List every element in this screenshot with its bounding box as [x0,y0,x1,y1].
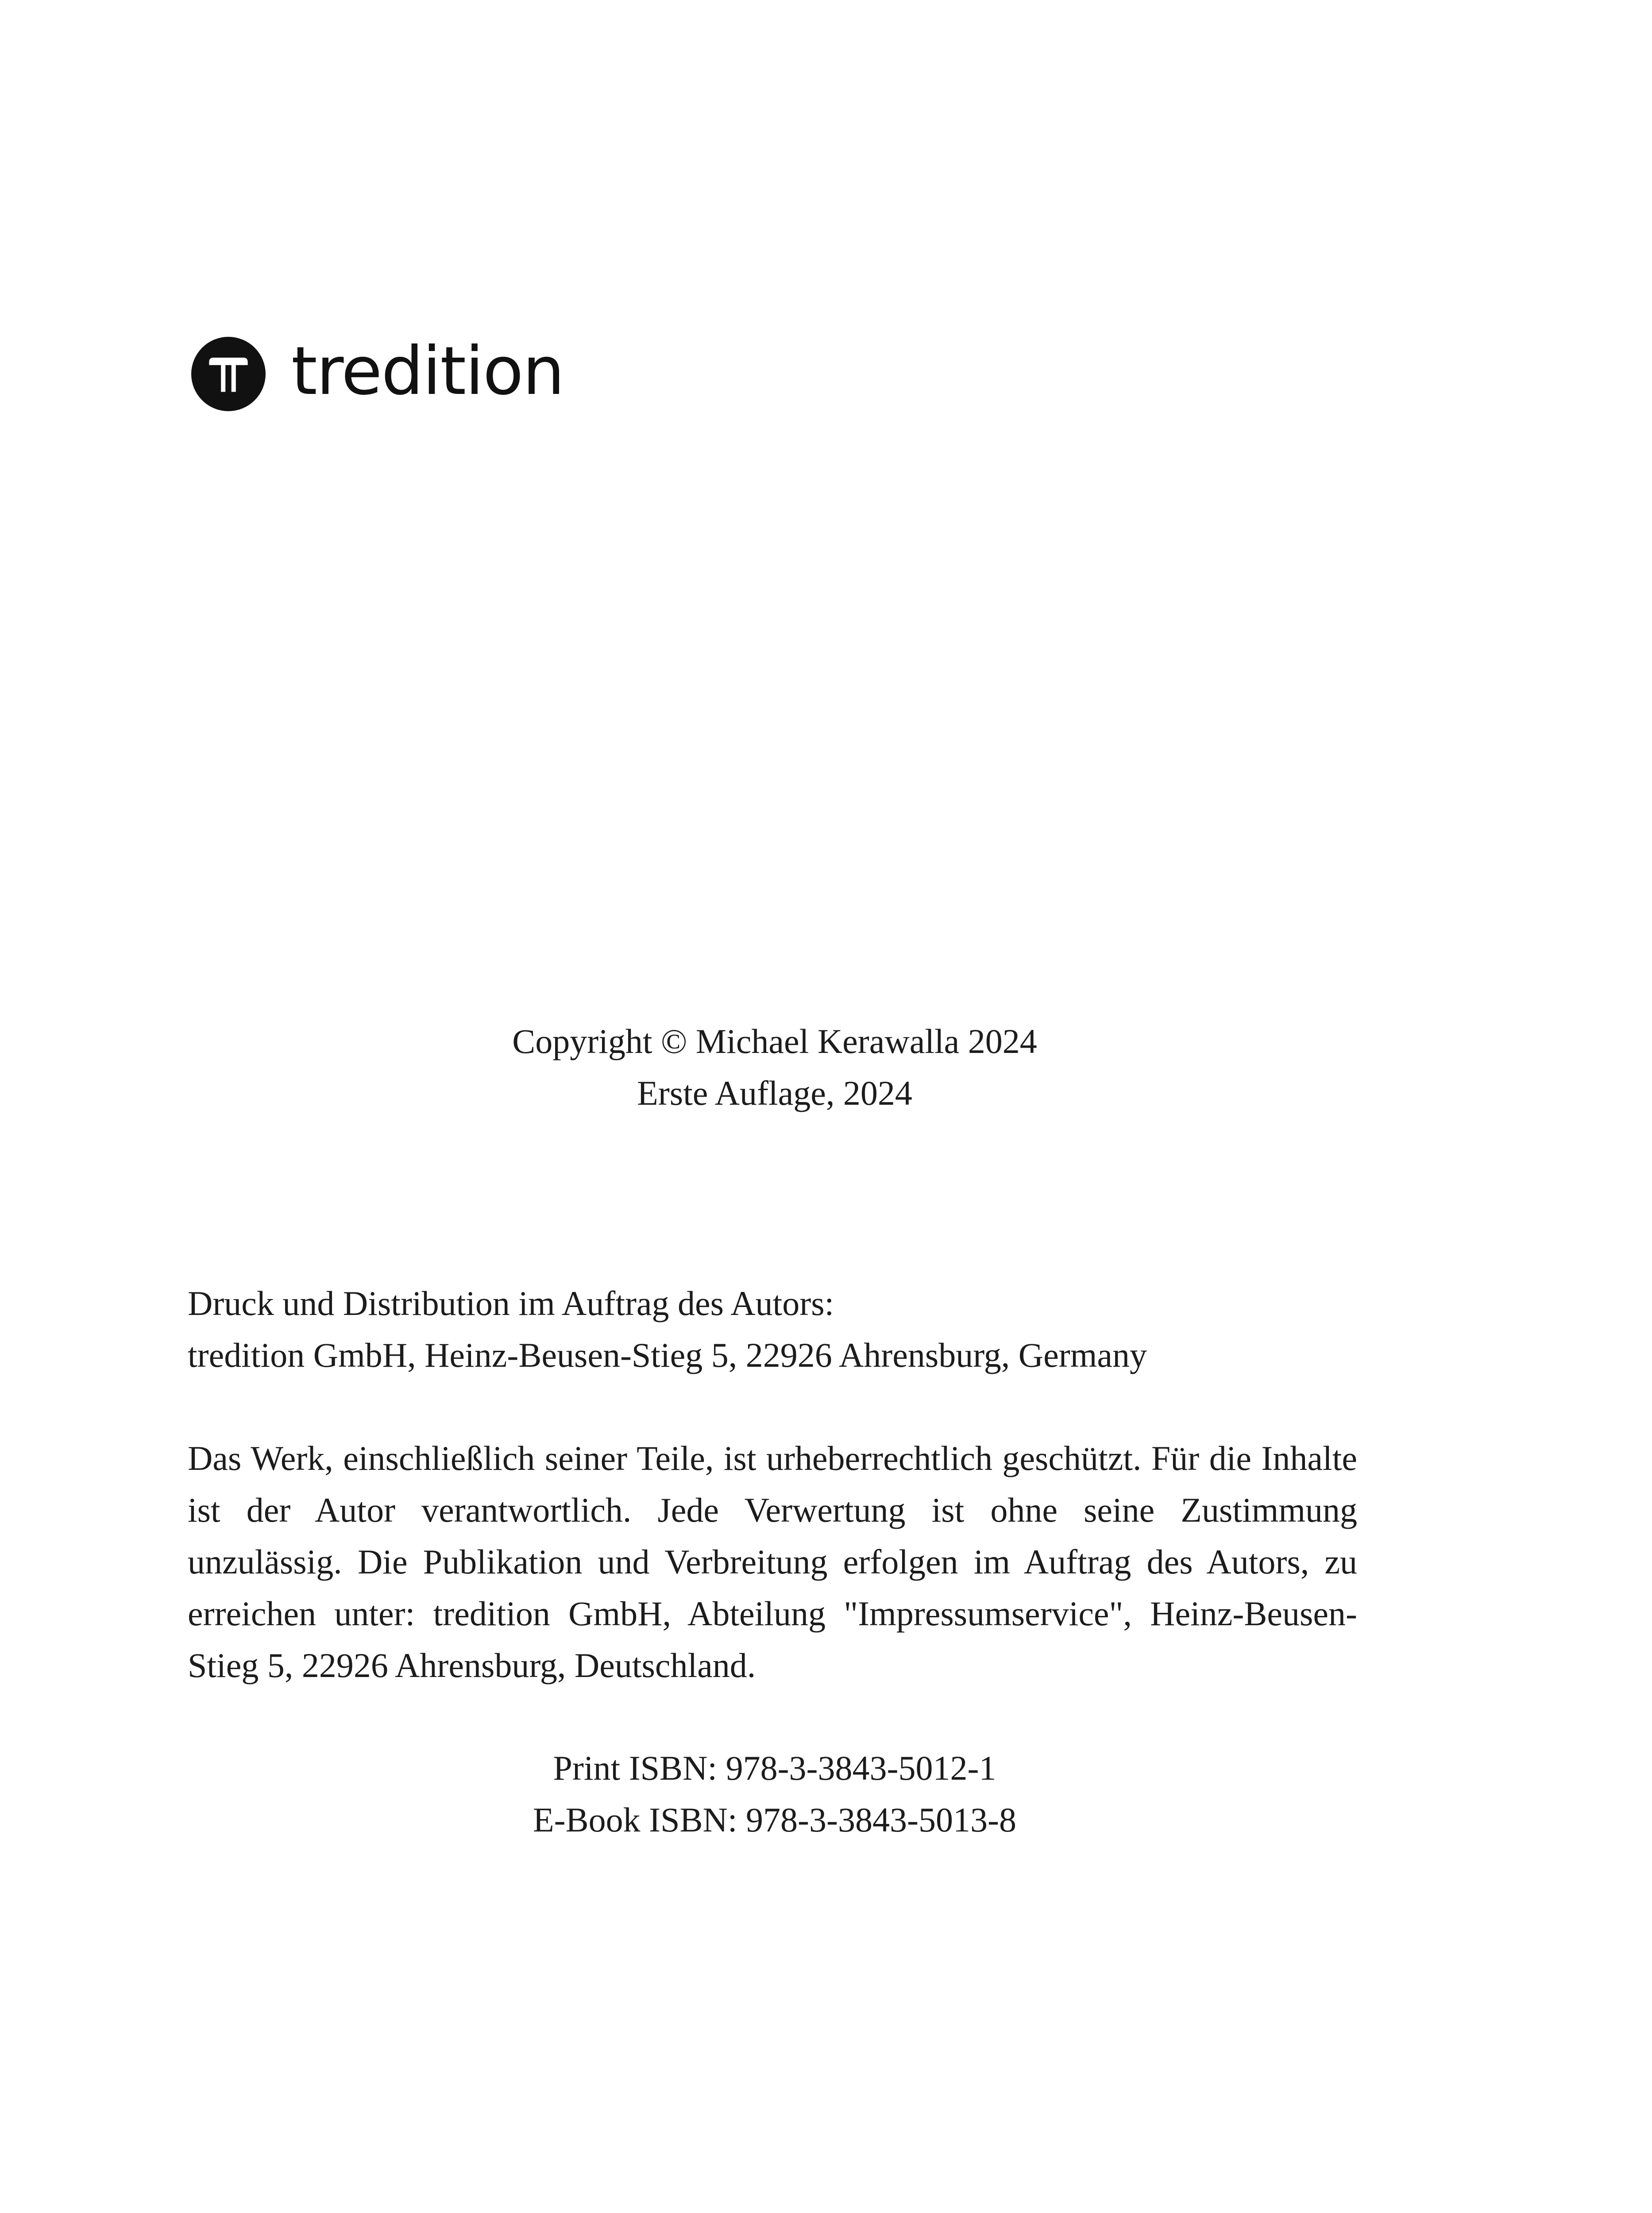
isbn-block [0,1742,1549,1846]
tredition-logo-icon [191,337,266,411]
distribution-heading: Druck und Distribution im Auftrag des Autors: [188,1284,834,1322]
edition-line: Erste Auflage, 2024 [637,1074,912,1112]
copyright-block [0,1015,1549,1119]
publisher-wordmark: tredition [291,333,564,410]
distribution-address: tredition GmbH, Heinz-Beusen-Stieg 5, 22926 Ahrensburg, Germany [188,1336,1147,1374]
print-isbn: Print ISBN: 978-3-3843-5012-1 [553,1749,996,1787]
ebook-isbn: E-Book ISBN: 978-3-3843-5013-8 [533,1800,1016,1839]
distribution-block [188,1277,1357,1381]
copyright-line: Copyright © Michael Kerawalla 2024 [512,1022,1037,1060]
publisher-logo [191,333,564,412]
legal-notice: Das Werk, einschließlich seiner Teile, ist urheberrechtlich geschützt. Für die Inhalte ist der Autor verantwortlich. Jede Verwertung ist ohne seine Zustimmung unzulässig. Die Publikation und Verbreitung erfolgen im Auftrag des Autors, zu erreichen unter: tredition GmbH, Abteilung "Impressumservice", Heinz-Beusen-Stieg 5, 22926 Ahrensburg, Deutschland. [188,1439,1357,1685]
